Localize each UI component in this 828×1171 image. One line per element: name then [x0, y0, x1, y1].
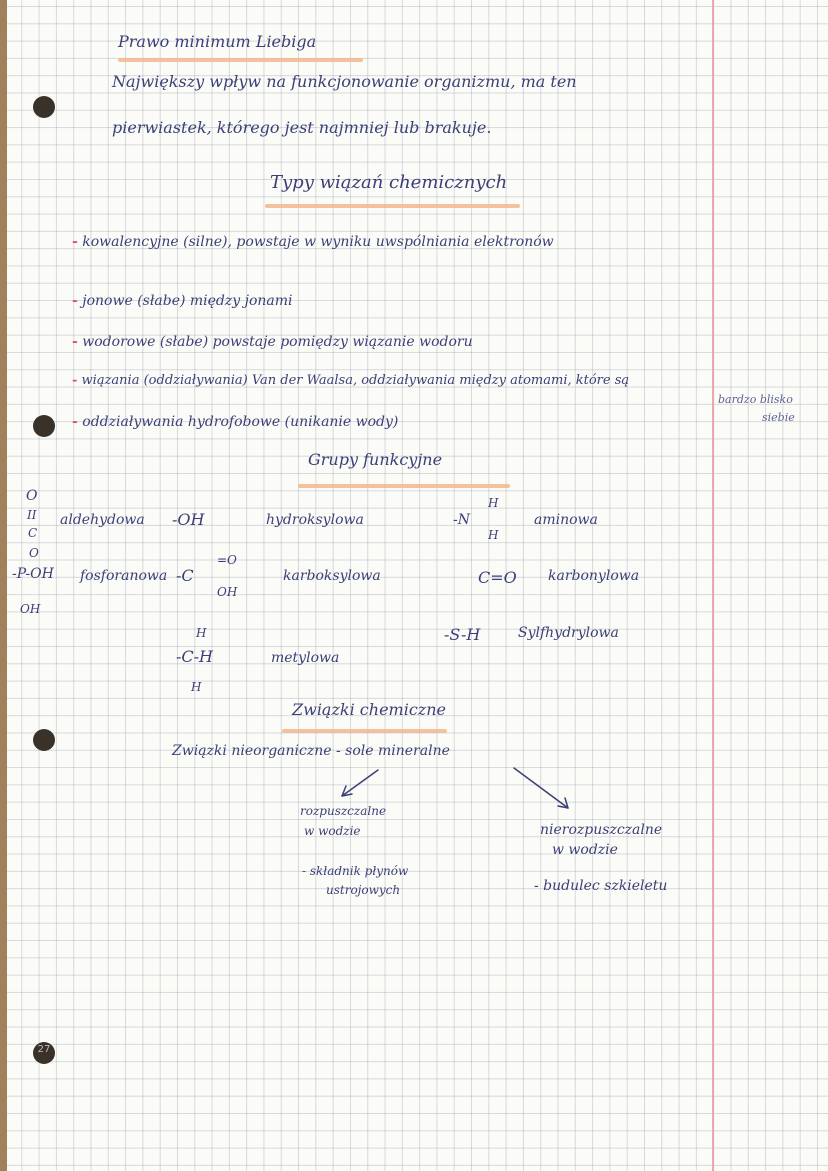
amine-h: H	[488, 528, 499, 542]
groups-title: Grupy funkcyjne	[308, 450, 443, 469]
bond-item: - wodorowe (słabe) powstaje pomiędzy wiązanie wodoru	[72, 334, 473, 350]
amine-formula: -N	[453, 512, 470, 528]
methyl-h: H	[191, 680, 202, 694]
methyl-name: metylowa	[271, 650, 340, 666]
aldehyde-c: C	[28, 526, 38, 540]
aldehyde-name: aldehydowa	[60, 512, 145, 528]
bond-item: - kowalencyjne (silne), powstaje w wyniku uwspólniania elektronów	[72, 234, 554, 250]
arrow-left	[342, 770, 378, 796]
bond-item: - jonowe (słabe) między jonami	[72, 293, 293, 309]
insoluble-label: w wodzie	[552, 842, 618, 858]
sulfhydryl-formula: -S-H	[444, 625, 481, 644]
hydroxyl-name: hydroksylowa	[266, 512, 364, 528]
hydroxyl-formula: -OH	[172, 510, 205, 529]
methyl-h: H	[196, 626, 207, 640]
phosphate-oh: OH	[20, 602, 41, 616]
insoluble-label: nierozpuszczalne	[540, 822, 663, 838]
soluble-label: rozpuszczalne	[300, 804, 387, 818]
phosphate-formula: -P-OH	[12, 566, 54, 582]
compounds-title: Związki chemiczne	[292, 700, 446, 719]
aldehyde-o: O	[26, 488, 38, 504]
bond-item: - wiązania (oddziaływania) Van der Waalsa, oddziaływania między atomami, które są	[72, 373, 630, 388]
carbonyl-name: karbonylowa	[548, 568, 640, 584]
insoluble-note: - budulec szkieletu	[534, 878, 668, 894]
page-number: 27	[37, 1044, 51, 1055]
carboxyl-formula: -C	[176, 566, 194, 585]
soluble-label: w wodzie	[304, 824, 361, 838]
law-text-line2: pierwiastek, którego jest najmniej lub brakuje.	[112, 118, 492, 137]
carboxyl-o: =O	[217, 553, 237, 567]
side-note: siebie	[762, 411, 795, 424]
side-note: bardzo blisko	[718, 393, 793, 406]
law-title: Prawo minimum Liebiga	[118, 32, 317, 51]
bonds-title: Typy wiązań chemicznych	[270, 172, 508, 193]
inorganic-compounds: Związki nieorganiczne - sole mineralne	[172, 743, 450, 759]
arrow-right	[514, 768, 568, 808]
carboxyl-oh: OH	[217, 585, 238, 599]
sulfhydryl-name: Sylfhydrylowa	[518, 625, 619, 641]
aldehyde-double-bond: II	[27, 508, 37, 522]
soluble-note: ustrojowych	[326, 883, 401, 897]
amine-name: aminowa	[534, 512, 598, 528]
soluble-note: - składnik płynów	[302, 864, 409, 878]
phosphate-name: fosforanowa	[80, 568, 168, 584]
phosphate-o: O	[29, 546, 39, 560]
carbonyl-formula: C=O	[478, 568, 517, 587]
amine-h: H	[488, 496, 499, 510]
methyl-formula: -C-H	[176, 647, 214, 666]
bond-item: - oddziaływania hydrofobowe (unikanie wody)	[72, 414, 399, 430]
carboxyl-name: karboksylowa	[283, 568, 381, 584]
law-text-line1: Największy wpływ na funkcjonowanie organizmu, ma ten	[112, 72, 577, 91]
